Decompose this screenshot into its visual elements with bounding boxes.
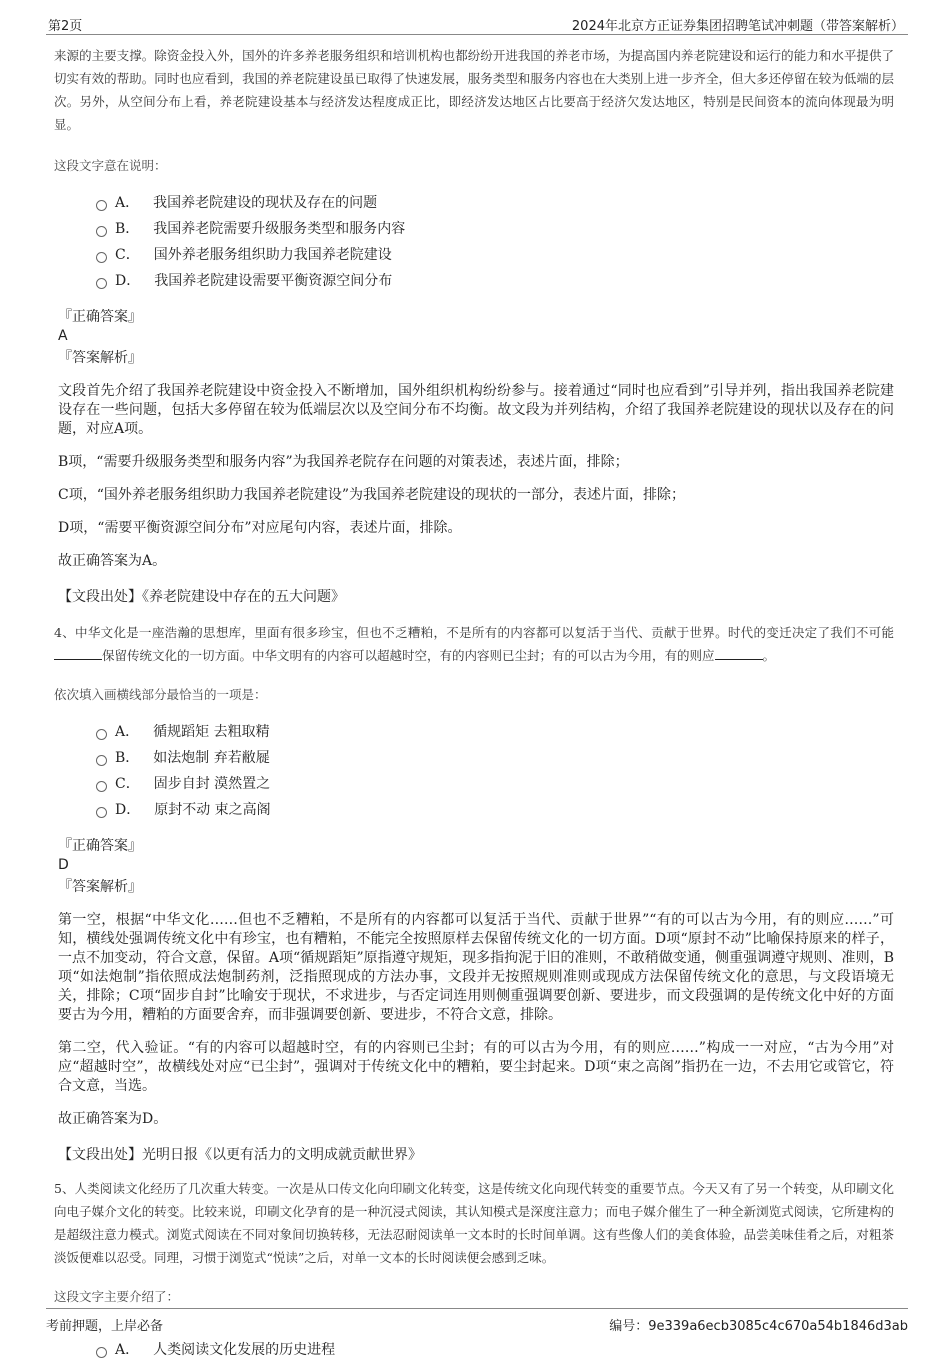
page-number: 第2页 bbox=[48, 19, 83, 34]
q3-analysis-5: 故正确答案为A。 bbox=[58, 553, 167, 569]
fill-blank bbox=[715, 647, 763, 660]
q4-option-c[interactable]: C． 固步自封 漠然置之 bbox=[96, 771, 894, 797]
q3-analysis-4: D项，“需要平衡资源空间分布”对应尾句内容，表述片面，排除。 bbox=[58, 520, 462, 536]
q5-options bbox=[54, 1337, 894, 1363]
q3-prompt: 这段文字意在说明： bbox=[54, 158, 167, 173]
q4-source: 【文段出处】光明日报《以更有活力的文明成就贡献世界》 bbox=[58, 1147, 422, 1163]
page-footer bbox=[46, 1308, 908, 1339]
q4-stem: 4、中华文化是一座浩瀚的思想库，里面有很多珍宝，但也不乏糟粕，不是所有的内容都可以复活于当代、贡献于世界。时代的变迁决定了我们不可能保留传统文化的一切方面。中华文明有的内容可以超越时空，有的内容则已尘封；有的可以古为今用，有的则应 。 bbox=[54, 625, 894, 663]
radio-icon[interactable] bbox=[96, 278, 107, 289]
page-content bbox=[54, 44, 894, 1363]
q3-analysis-3: C项，“国外养老服务组织助力我国养老院建设”为我国养老院建设的现状的一部分，表述片面，排除； bbox=[58, 487, 686, 503]
q3-options bbox=[54, 190, 894, 294]
page-header bbox=[46, 10, 908, 35]
q3-option-b[interactable]: B． 我国养老院需要升级服务类型和服务内容 bbox=[96, 216, 894, 242]
q4-analysis-1: 第一空，根据“中华文化……但也不乏糟粕，不是所有的内容都可以复活于当代、贡献于世界”“有的可以古为今用，有的则应……”可知，横线处强调传统文化中有珍宝，也有糟粕，不能完全按照原样去保留传统文化的一切方面。D项“原封不动”比喻保持原来的样子，一点不加变动，符合文意，保留。A项“循规蹈矩”原指遵守规矩，现多指拘泥于旧的准则，不敢稍做变通，侧重强调遵守规则、准则，B项“如法炮制”指依照成法炮制药剂，泛指照现成的方法办事，文段并无按照规则准则或现成方法保留传统文化的意思，与文段语境无关，排除；C项“固步自封”比喻安于现状，不求进步，与否定词连用则侧重强调要创新、要进步，而文段强调的是传统文化中好的方面要古为今用，糟粕的方面要舍弃，而非强调要创新、要进步，不符合文意，排除。 bbox=[58, 912, 894, 1023]
q4-analysis-3: 故正确答案为D。 bbox=[58, 1111, 168, 1127]
radio-icon[interactable] bbox=[96, 781, 107, 792]
q3-option-d[interactable]: D． 我国养老院建设需要平衡资源空间分布 bbox=[96, 268, 894, 294]
radio-icon[interactable] bbox=[96, 1347, 107, 1358]
q5-prompt: 这段文字主要介绍了： bbox=[54, 1289, 180, 1304]
q3-source: 【文段出处】《养老院建设中存在的五大问题》 bbox=[58, 589, 345, 605]
q3-option-a[interactable]: A． 我国养老院建设的现状及存在的问题 bbox=[96, 190, 894, 216]
q4-option-a[interactable]: A． 循规蹈矩 去粗取精 bbox=[96, 719, 894, 745]
q4-analysis-label: 『答案解析』 bbox=[58, 879, 142, 895]
intro-paragraph: 来源的主要支撑。除资金投入外，国外的许多养老服务组织和培训机构也都纷纷开进我国的养老市场，为提高国内养老院建设和运行的能力和水平提供了切实有效的帮助。同时也应看到，我国的养老院建设虽已取得了快速发展，服务类型和服务内容也在大类别上进一步齐全，但大多还停留在较为低端的层次。另外，从空间分布上看，养老院建设基本与经济发达程度成正比，即经济发达地区占比要高于经济欠发达地区，特别是民间资本的流向体现最为明显。 bbox=[54, 48, 894, 132]
q4-option-b[interactable]: B． 如法炮制 弃若敝屣 bbox=[96, 745, 894, 771]
q4-options bbox=[54, 719, 894, 823]
q3-answer: A bbox=[58, 328, 68, 344]
footer-slogan: 考前押题，上岸必备 bbox=[46, 1319, 164, 1334]
q4-analysis-2: 第二空，代入验证。“有的内容可以超越时空，有的内容则已尘封；有的可以古为今用，有的则应……”构成一一对应，“古为今用”对应“超越时空”，故横线处对应“已尘封”，强调对于传统文化中的糟粕，要尘封起来。D项“束之高阁”指扔在一边，不去用它或管它，符合文意，当选。 bbox=[58, 1040, 894, 1094]
radio-icon[interactable] bbox=[96, 755, 107, 766]
q4-prompt: 依次填入画横线部分最恰当的一项是： bbox=[54, 687, 267, 702]
q3-analysis-2: B项，“需要升级服务类型和服务内容”为我国养老院存在问题的对策表述，表述片面，排除； bbox=[58, 454, 629, 470]
q5-option-a[interactable]: A． 人类阅读文化发展的历史进程 bbox=[96, 1337, 894, 1363]
q4-answer: D bbox=[58, 857, 69, 873]
radio-icon[interactable] bbox=[96, 729, 107, 740]
q4-answer-label: 『正确答案』 bbox=[58, 838, 142, 854]
document-id: 编号：9e339a6ecb3085c4c670a54b1846d3ab bbox=[609, 1319, 908, 1334]
radio-icon[interactable] bbox=[96, 807, 107, 818]
q3-analysis-1: 文段首先介绍了我国养老院建设中资金投入不断增加，国外组织机构纷纷参与。接着通过“同时也应看到”引导并列，指出我国养老院建设存在一些问题，包括大多停留在较为低端层次以及空间分布不均衡。故文段为并列结构，介绍了我国养老院建设的现状以及存在的问题，对应A项。 bbox=[58, 383, 894, 437]
radio-icon[interactable] bbox=[96, 226, 107, 237]
fill-blank bbox=[54, 647, 102, 660]
q5-stem: 5、人类阅读文化经历了几次重大转变。一次是从口传文化向印刷文化转变，这是传统文化向现代转变的重要节点。今天又有了另一个转变，从印刷文化向电子媒介文化的转变。比较来说，印刷文化孕育的是一种沉浸式阅读，其认知模式是深度注意力；而电子媒介催生了一种全新浏览式阅读，它所建构的是超级注意力模式。浏览式阅读在不同对象间切换转移，无法忍耐阅读单一文本时的长时间单调。这有些像人们的美食体验，品尝美味佳肴之后，对粗茶淡饭便难以忍受。同理，习惯于浏览式“悦读”之后，对单一文本的长时阅读便会感到乏味。 bbox=[54, 1181, 894, 1265]
q3-option-c[interactable]: C． 国外养老服务组织助力我国养老院建设 bbox=[96, 242, 894, 268]
document-title: 2024年北京方正证券集团招聘笔试冲刺题（带答案解析） bbox=[571, 19, 904, 34]
radio-icon[interactable] bbox=[96, 252, 107, 263]
q3-answer-label: 『正确答案』 bbox=[58, 309, 142, 325]
q4-option-d[interactable]: D． 原封不动 束之高阁 bbox=[96, 797, 894, 823]
q3-analysis-label: 『答案解析』 bbox=[58, 350, 142, 366]
radio-icon[interactable] bbox=[96, 200, 107, 211]
